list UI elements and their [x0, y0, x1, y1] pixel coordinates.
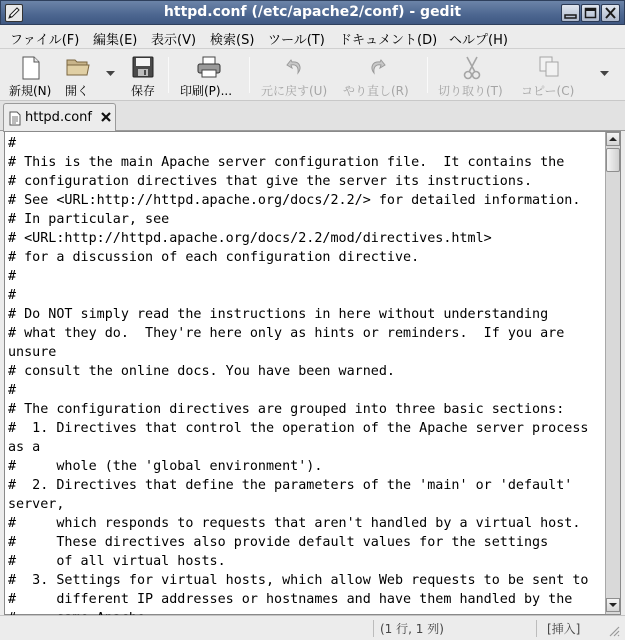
toolbar-overflow-chevron-icon[interactable] [600, 71, 609, 77]
maximize-button[interactable] [581, 4, 600, 22]
copy-button[interactable] [518, 51, 582, 99]
editor-line: # for a discussion of each configuration directive. [8, 250, 420, 265]
editor-line: # 1. Directives that control the operation of the Apache server process [8, 421, 589, 436]
undo-label: 元に戻す(U) [261, 84, 328, 98]
menu-tools[interactable]: ツール(T) [268, 33, 325, 48]
editor-line: # These directives also provide default values for the settings [8, 535, 549, 550]
menu-edit[interactable]: 編集(E) [93, 33, 138, 48]
copy-icon [538, 56, 560, 78]
editor-line: # 3. Settings for virtual hosts, which allow Web requests to be sent to [8, 573, 589, 588]
minimize-button[interactable] [561, 4, 580, 22]
resize-grip-icon[interactable] [607, 624, 620, 637]
text-editor[interactable] [5, 132, 604, 614]
scroll-up-button[interactable] [606, 132, 620, 146]
statusbar [0, 615, 625, 640]
editor-line: # which responds to requests that aren't handled by a virtual host. [8, 516, 581, 531]
editor-line: # configuration directives that give the server its instructions. [8, 174, 533, 189]
close-button[interactable] [601, 4, 620, 22]
editor-line: # of all virtual hosts. [8, 554, 226, 569]
editor-line: # This is the main Apache server configuration file. It contains the [8, 155, 565, 170]
tab-label: httpd.conf [25, 110, 92, 125]
toolbar-separator [249, 57, 250, 93]
chevron-down-icon[interactable] [106, 71, 115, 77]
printer-icon [197, 56, 221, 78]
menu-help[interactable]: ヘルプ(H) [449, 33, 508, 48]
window-title: httpd.conf (/etc/apache2/conf) - gedit [163, 4, 462, 20]
tab-close-icon[interactable] [101, 112, 111, 122]
save-button[interactable] [127, 51, 161, 99]
undo-button[interactable] [258, 51, 334, 99]
copy-label: コピー(C) [521, 84, 575, 98]
print-label: 印刷(P)... [180, 84, 233, 98]
maximize-icon [584, 7, 597, 19]
editor-line: # See <URL:http://httpd.apache.org/docs/2.2/> for detailed information. [8, 193, 581, 208]
undo-icon [285, 56, 305, 78]
window-titlebar[interactable] [0, 0, 625, 25]
menu-documents[interactable]: ドキュメント(D) [339, 33, 438, 48]
editor-line: # <URL:http://httpd.apache.org/docs/2.2/mod/directives.html> [8, 231, 492, 246]
toolbar-separator [427, 57, 428, 93]
editor-line: # Do NOT simply read the instructions in here without understanding [8, 307, 549, 322]
toolbar [0, 49, 625, 101]
menu-search[interactable]: 検索(S) [210, 33, 255, 48]
editor-line: # [8, 383, 17, 398]
editor-line: # [8, 136, 17, 151]
cursor-position: (1 行, 1 列) [373, 620, 528, 637]
scrollbar-thumb[interactable] [606, 148, 620, 172]
menu-view[interactable]: 表示(V) [151, 33, 197, 48]
save-label: 保存 [131, 84, 156, 98]
folder-icon [65, 56, 91, 78]
document-tabs [0, 101, 625, 131]
new-document-icon [20, 56, 42, 80]
scissors-icon [462, 56, 482, 80]
editor-line: # In particular, see [8, 212, 170, 227]
new-label: 新規(N) [9, 84, 52, 98]
redo-icon [367, 56, 387, 78]
editor-line: # The configuration directives are grouped into three basic sections: [8, 402, 565, 417]
editor-line: # 2. Directives that define the parameters of the 'main' or 'default' [8, 478, 573, 493]
editor-line: # what they do. They're here only as hints or reminders. If you are [8, 326, 565, 341]
redo-label: やり直し(R) [343, 84, 409, 98]
arrow-up-icon [607, 133, 619, 145]
text-document-icon [9, 111, 21, 126]
open-label: 開く [65, 84, 90, 98]
scroll-down-button[interactable] [606, 598, 620, 612]
tab-httpd-conf[interactable] [3, 103, 116, 132]
editor-line: # [8, 288, 17, 303]
close-icon [604, 7, 617, 19]
editor-line: # different IP addresses or hostnames and have them handled by the [8, 592, 573, 607]
cut-button[interactable] [435, 51, 513, 99]
menubar [0, 25, 625, 49]
redo-button[interactable] [342, 51, 418, 99]
vertical-scrollbar[interactable] [605, 132, 620, 614]
editor-line: unsure [8, 345, 57, 360]
floppy-disk-icon [132, 56, 154, 78]
editor-line: as a [8, 440, 41, 455]
editor-line: # whole (the 'global environment'). [8, 459, 323, 474]
print-button[interactable] [177, 51, 241, 99]
editor-frame [4, 131, 621, 615]
editor-line: # consult the online docs. You have been warned. [8, 364, 395, 379]
new-button[interactable] [6, 51, 56, 99]
insert-mode: [挿入] [536, 620, 602, 637]
toolbar-separator [168, 57, 169, 93]
open-button[interactable] [62, 51, 118, 99]
minimize-icon [564, 7, 577, 19]
editor-line: # [8, 269, 17, 284]
editor-line: server, [8, 497, 65, 512]
cut-label: 切り取り(T) [438, 84, 503, 98]
menu-file[interactable]: ファイル(F) [10, 33, 80, 48]
arrow-down-icon [607, 599, 619, 611]
